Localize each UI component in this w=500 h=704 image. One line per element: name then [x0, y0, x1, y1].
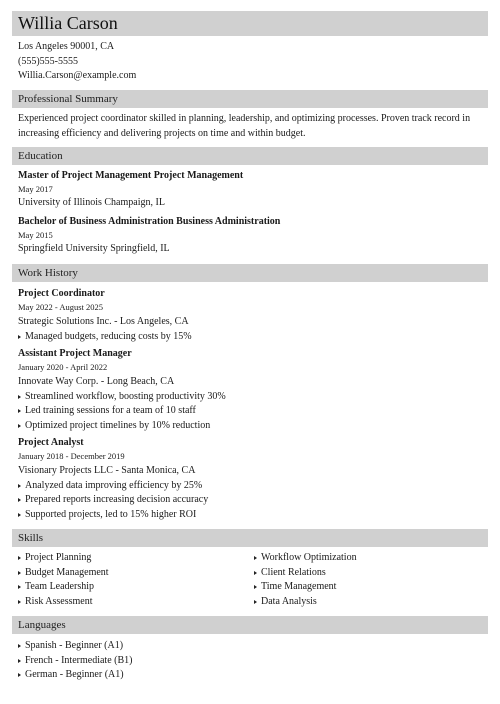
section-header-work — [12, 264, 488, 282]
list-item: Risk Assessment — [18, 595, 238, 610]
job-title: Project Analyst — [18, 437, 84, 448]
job-bullets — [18, 390, 480, 434]
section-title: Education — [18, 150, 63, 162]
list-item: Managed budgets, reducing costs by 15% — [18, 330, 480, 345]
skills-list — [18, 551, 238, 609]
list-item: Analyzed data improving efficiency by 25% — [18, 479, 480, 494]
skills-column-left — [18, 551, 238, 609]
section-title: Languages — [18, 619, 66, 631]
list-item: Team Leadership — [18, 580, 238, 595]
contact-address: Los Angeles 90001, CA — [18, 41, 115, 52]
job-entry — [18, 287, 480, 344]
contact-phone: (555)555-5555 — [18, 55, 78, 67]
job-bullets — [18, 479, 480, 523]
date: May 2015 — [18, 230, 53, 240]
languages-block — [18, 639, 480, 683]
school: Springfield University Springfield, IL — [18, 243, 170, 254]
section-header-education — [12, 147, 488, 165]
job-entry — [18, 436, 480, 522]
list-item: German - Beginner (A1) — [18, 668, 480, 683]
job-dates: January 2018 - December 2019 — [18, 451, 125, 461]
candidate-name: Willia Carson — [18, 13, 118, 33]
section-title: Work History — [18, 267, 78, 279]
section-title: Skills — [18, 532, 44, 544]
list-item: Streamlined workflow, boosting productivity 30% — [18, 390, 480, 405]
skills-column-right — [254, 551, 474, 609]
list-item: Client Relations — [254, 566, 474, 581]
job-bullets — [18, 330, 480, 345]
list-item: Budget Management — [18, 566, 238, 581]
section-header-languages — [12, 616, 488, 634]
list-item: Led training sessions for a team of 10 staff — [18, 404, 480, 419]
list-item: Time Management — [254, 580, 474, 595]
education-entry — [18, 169, 480, 211]
list-item: Optimized project timelines by 10% reduction — [18, 419, 480, 434]
job-dates: January 2020 - April 2022 — [18, 362, 108, 372]
job-entry — [18, 347, 480, 433]
job-company: Innovate Way Corp. - Long Beach, CA — [18, 376, 175, 387]
section-header-summary — [12, 90, 488, 108]
school: University of Illinois Champaign, IL — [18, 197, 165, 208]
list-item: Prepared reports increasing decision accuracy — [18, 493, 480, 508]
education-entry — [18, 215, 480, 257]
degree: Bachelor of Business Administration Business Administration — [18, 216, 281, 227]
list-item: Workflow Optimization — [254, 551, 474, 566]
section-header-skills — [12, 529, 488, 547]
contact-info — [18, 40, 136, 84]
list-item: French - Intermediate (B1) — [18, 654, 480, 669]
date: May 2017 — [18, 184, 53, 194]
job-title: Project Coordinator — [18, 288, 105, 299]
name-header — [12, 11, 488, 36]
job-company: Visionary Projects LLC - Santa Monica, CA — [18, 465, 196, 476]
degree: Master of Project Management Project Management — [18, 170, 244, 181]
list-item: Spanish - Beginner (A1) — [18, 639, 480, 654]
list-item: Data Analysis — [254, 595, 474, 610]
skills-list — [254, 551, 474, 609]
languages-list — [18, 639, 480, 683]
list-item: Project Planning — [18, 551, 238, 566]
job-company: Strategic Solutions Inc. - Los Angeles, CA — [18, 316, 189, 327]
job-dates: May 2022 - August 2025 — [18, 302, 103, 312]
section-title: Professional Summary — [18, 93, 118, 105]
job-title: Assistant Project Manager — [18, 348, 132, 359]
summary-text: Experienced project coordinator skilled in planning, leadership, and optimizing processes. Proven track record in increasing efficiency and delivering projects on time and within budget. — [18, 113, 471, 139]
contact-email: Willia.Carson@example.com — [18, 70, 137, 81]
list-item: Supported projects, led to 15% higher ROI — [18, 508, 480, 523]
